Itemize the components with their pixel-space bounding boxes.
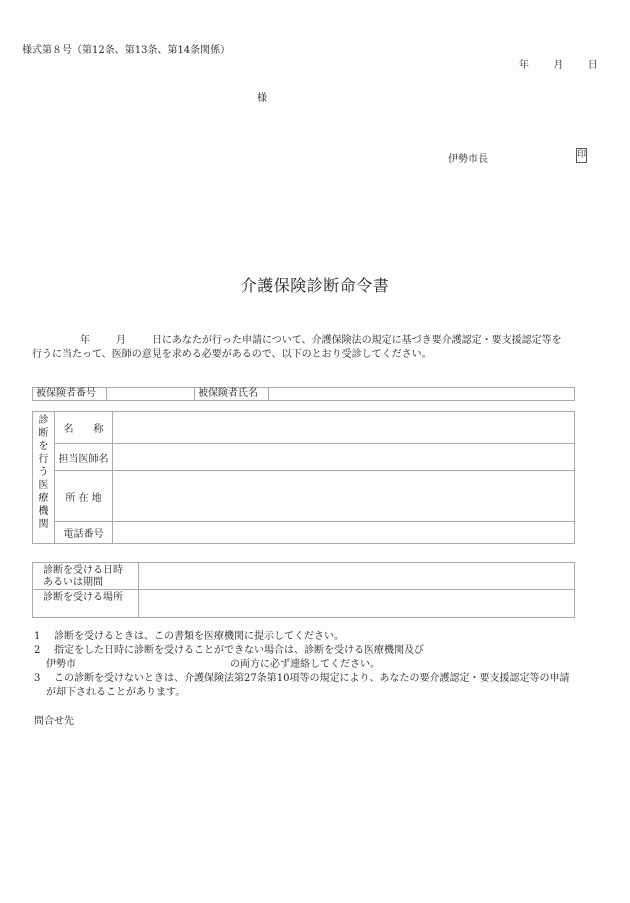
note-number: 2 [34,645,41,656]
insured-table [32,387,575,401]
notes-list [34,630,569,700]
date-month: 月 [553,60,564,71]
exam-datetime-label-line1: 診断を受ける日時 [43,565,123,576]
section-char: 機 [38,506,49,517]
section-char: 行 [38,454,49,465]
issue-date [519,56,598,71]
note-city: 伊勢市 [46,659,76,670]
note-text: 指定をした日時に診断を受けることができない場合は、診断を受ける医療機関及び [54,645,424,656]
note-continuation [34,686,569,700]
exam-place-label [33,590,139,618]
note-item [34,672,569,686]
intro-year: 年 [80,335,90,346]
note-text: この診断を受けないときは、介護保険法第27条第10項等の規定により、あなたの要介護認定・要支援認定等の申請 [54,673,570,684]
document-title: 介護保険診断命令書 [240,276,390,295]
section-char: 診 [38,415,49,426]
section-char: う [38,467,49,478]
intro-month: 月 [116,335,126,346]
institution-table [32,411,575,544]
note-text: 診断を受けるときは、この書類を医療機関に提示してください。 [54,631,344,642]
section-char: 療 [38,493,49,504]
intro-paragraph [32,334,562,362]
note-number: 3 [34,673,41,684]
insured-name-field[interactable] [269,388,575,401]
exam-place-field[interactable] [139,590,575,618]
exam-table [32,562,575,618]
date-day: 日 [587,60,598,71]
intro-line2: 行うに当たって、医師の意見を求める必要があるので、以下のとおり受診してください。 [32,349,432,360]
exam-datetime-field[interactable] [139,563,575,590]
doctor-name-label: 担当医師名 [55,444,113,471]
issuer-name: 伊勢市長 [448,154,488,165]
address-label: 所 在 地 [55,471,113,522]
doctor-name-field[interactable] [113,444,575,471]
note-text: の両方に必ず連絡してください。 [230,659,380,670]
note-continuation [34,658,569,672]
note-number: 1 [34,631,41,642]
exam-place-label-line1: 診断を受ける場所 [43,592,123,603]
insured-number-field[interactable] [107,388,195,401]
contact-label: 問合せ先 [34,716,74,727]
address-field[interactable] [113,471,575,522]
recipient-suffix: 様 [257,93,267,104]
seal-stamp-icon: 印 [576,148,587,163]
institution-name-field[interactable] [113,412,575,444]
note-text: が却下されることがあります。 [46,687,186,698]
institution-section-label [33,412,55,544]
form-number: 様式第８号（第12条、第13条、第14条関係） [22,45,231,56]
institution-name-label: 名 称 [55,412,113,444]
note-item [34,644,569,658]
exam-datetime-label-line2: あるいは期間 [43,577,103,588]
date-year: 年 [519,60,529,71]
phone-field[interactable] [113,522,575,544]
section-char: 断 [38,428,49,439]
section-char: を [38,441,49,452]
insured-name-label: 被保険者氏名 [195,388,269,401]
intro-line1: 日にあなたが行った申請について、介護保険法の規定に基づき要介護認定・要支援認定等を [152,335,562,346]
section-char: 関 [38,519,49,530]
exam-datetime-label [33,563,139,590]
insured-number-label: 被保険者番号 [33,388,107,401]
section-char: 医 [38,480,49,491]
phone-label: 電話番号 [55,522,113,544]
note-item [34,630,569,644]
